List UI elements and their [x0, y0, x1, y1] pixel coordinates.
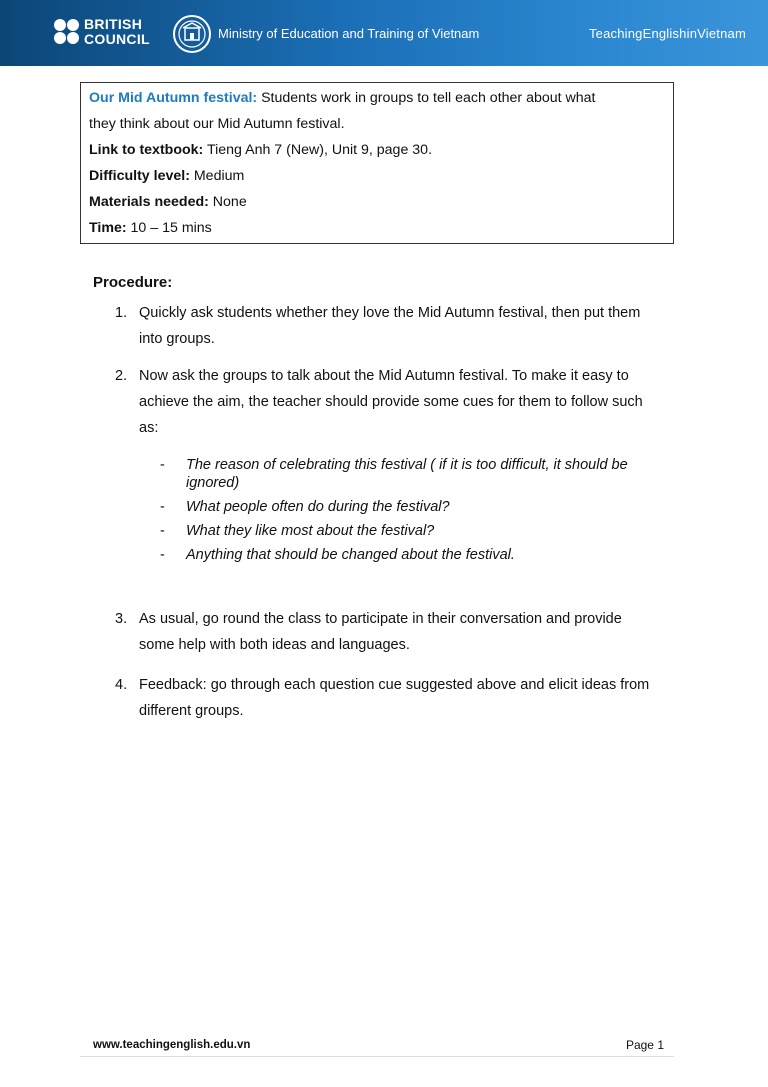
time-value: 10 – 15 mins — [126, 220, 212, 236]
british-council-line1: BRITISH — [84, 16, 143, 32]
difficulty-value: Medium — [189, 168, 245, 184]
step-text-line: Feedback: go through each question cue suggested above and elicit ideas from — [139, 677, 650, 693]
materials-label: Materials needed: — [89, 194, 209, 210]
activity-title: Our Mid Autumn festival: — [89, 90, 258, 106]
step-text-line: Now ask the groups to talk about the Mid Autumn festival. To make it easy to — [139, 368, 629, 384]
cue-dash: - — [160, 499, 165, 515]
british-council-logo[interactable] — [54, 16, 164, 52]
activity-description-1: Students work in groups to tell each other about what — [257, 90, 596, 106]
activity-description-2: they think about our Mid Autumn festival. — [89, 116, 345, 132]
activity-title-line — [89, 87, 665, 113]
step-text-line: as: — [139, 420, 159, 436]
ministry-name: Ministry of Education and Training of Vietnam — [218, 26, 480, 41]
step-text-line: Quickly ask students whether they love the Mid Autumn festival, then put them — [139, 305, 641, 321]
teaching-english-site[interactable]: TeachingEnglishinVietnam — [588, 26, 746, 41]
step-text-line: into groups. — [139, 331, 215, 347]
footer-url[interactable]: www.teachingenglish.edu.vn — [93, 1039, 251, 1051]
time-line — [89, 217, 665, 243]
time-label: Time: — [89, 220, 127, 236]
cue-text: What they like most about the festival? — [186, 523, 435, 539]
cue-dash: - — [160, 457, 165, 473]
header-banner — [0, 0, 768, 66]
textbook-value: Tieng Anh 7 (New), Unit 9, page 30. — [203, 142, 433, 158]
activity-info-box — [80, 82, 674, 244]
cue-item — [160, 456, 666, 492]
cue-text: Anything that should be changed about the festival. — [186, 547, 515, 563]
materials-value: None — [208, 194, 247, 210]
step-number: 2. — [115, 368, 128, 384]
difficulty-line — [89, 165, 665, 191]
british-council-line2: COUNCIL — [84, 31, 150, 47]
step-number: 1. — [115, 305, 128, 321]
cue-text: The reason of celebrating this festival ( if it is too difficult, it should be ignored) — [186, 457, 628, 491]
activity-description-line — [89, 113, 665, 139]
step-text-line: achieve the aim, the teacher should provide some cues for them to follow such — [139, 394, 643, 410]
ministry-emblem-icon — [172, 14, 212, 54]
cue-item — [160, 522, 666, 540]
footer-divider — [80, 1056, 674, 1057]
cue-dash: - — [160, 547, 165, 563]
cue-list — [160, 456, 666, 570]
step-text-line: different groups. — [139, 703, 244, 719]
textbook-line — [89, 139, 665, 165]
step-text-line: some help with both ideas and languages. — [139, 637, 410, 653]
cue-item — [160, 546, 666, 564]
british-council-dots-icon — [54, 19, 80, 45]
step-number: 3. — [115, 611, 128, 627]
cue-text: What people often do during the festival? — [186, 499, 450, 515]
step-text-line: As usual, go round the class to participate in their conversation and provide — [139, 611, 622, 627]
procedure-title: Procedure: — [93, 274, 173, 291]
textbook-label: Link to textbook: — [89, 142, 204, 158]
materials-line — [89, 191, 665, 217]
difficulty-label: Difficulty level: — [89, 168, 190, 184]
step-number: 4. — [115, 677, 128, 693]
page-number: Page 1 — [625, 1038, 664, 1052]
cue-dash: - — [160, 523, 165, 539]
cue-item — [160, 498, 666, 516]
